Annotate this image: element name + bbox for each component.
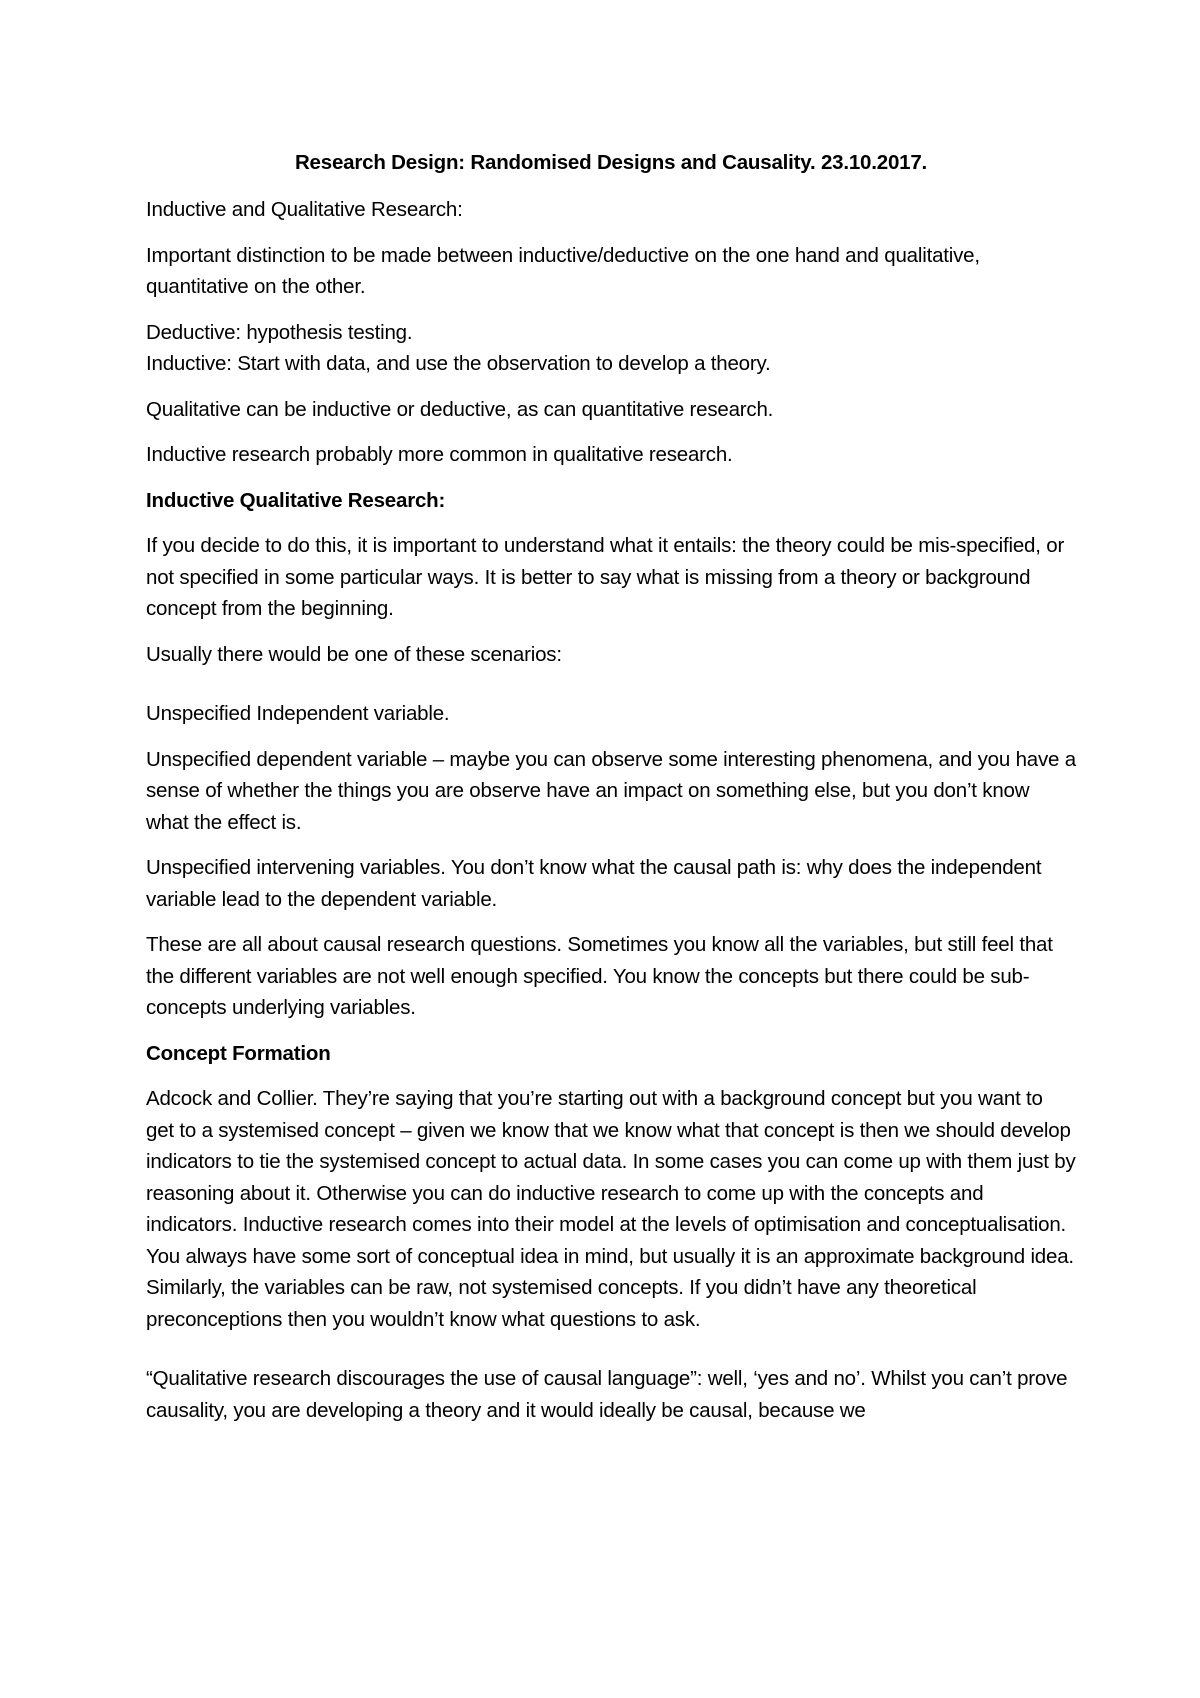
paragraph-unspecified-intervening: Unspecified intervening variables. You don’t know what the causal path is: why does the independent variable lead to the dependent variable. — [146, 856, 1042, 911]
paragraph-inductive-definition: Inductive: Start with data, and use the observation to develop a theory. — [146, 352, 771, 375]
paragraph-section-label: Inductive and Qualitative Research: — [146, 198, 463, 221]
paragraph-scenarios-intro: Usually there would be one of these scenarios: — [146, 642, 562, 666]
paragraph-misspecified-theory: If you decide to do this, it is important to understand what it entails: the theory could be mis-specified, or not specified in some particular ways. It is better to say what is missing from a theory or background concept from the beginning. — [146, 534, 1065, 620]
paragraph-unspecified-independent: Unspecified Independent variable. — [146, 702, 450, 725]
document-title: Research Design: Randomised Designs and Causality. 23.10.2017. — [294, 151, 928, 174]
paragraph-distinction: Important distinction to be made between inductive/deductive on the one hand and qualitative, quantitative on the other. — [146, 243, 980, 298]
paragraph-qualitative-either: Qualitative can be inductive or deductive, as can quantitative research. — [146, 397, 774, 421]
paragraph-deductive-definition: Deductive: hypothesis testing. — [146, 320, 413, 344]
heading-inductive-qualitative: Inductive Qualitative Research: — [146, 488, 446, 512]
paragraph-inductive-common: Inductive research probably more common in qualitative research. — [146, 443, 733, 466]
heading-concept-formation: Concept Formation — [146, 1041, 331, 1065]
paragraph-causal-questions: These are all about causal research questions. Sometimes you know all the variables, but still feel that the different variables are not well enough specified. You know the concepts but there could be sub-concepts underlying variables. — [146, 933, 1053, 1019]
paragraph-adcock-collier: Adcock and Collier. They’re saying that you’re starting out with a background concept but you want to get to a systemised concept – given we know that we know what that concept is then we should develop indicators to tie the systemised concept to actual data. In some cases you can come up with them just by reasoning about it. Otherwise you can do inductive research to come up with the concepts and indicators. Inductive research comes into their model at the levels of optimisation and conceptualisation. You always have some sort of conceptual idea in mind, but usually it is an approximate background idea. Similarly, the variables can be raw, not systemised concepts. If you didn’t have any theoretical preconceptions then you wouldn’t know what questions to ask. — [146, 1087, 1076, 1331]
document-body — [146, 150, 1076, 1440]
paragraph-unspecified-dependent: Unspecified dependent variable – maybe you can observe some interesting phenomena, and you have a sense of whether the things you are observe have an impact on something else, but you don’t know what the effect is. — [146, 747, 1076, 834]
paragraph-causal-language: “Qualitative research discourages the use of causal language”: well, ‘yes and no’. Whilst you can’t prove causality, you are developing a theory and it would ideally be causal, because we — [146, 1367, 1068, 1422]
